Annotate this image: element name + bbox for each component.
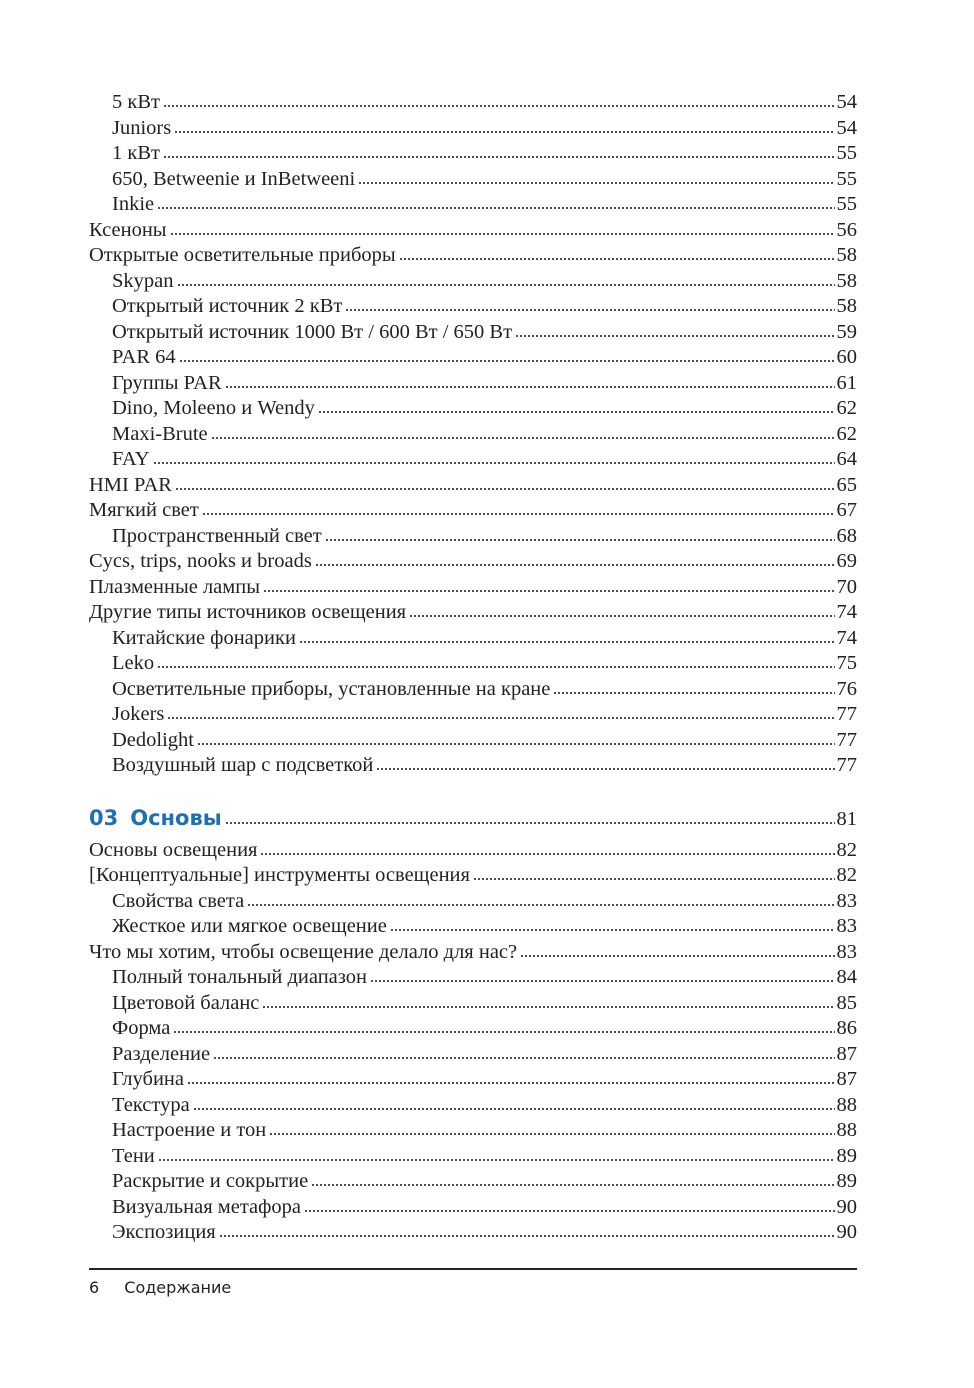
toc-entry-title: Dedolight: [112, 728, 194, 751]
dot-leader: [179, 359, 835, 363]
dot-leader: [157, 206, 834, 210]
toc-entry[interactable]: [89, 498, 857, 524]
chapter-title: Основы: [130, 805, 222, 830]
toc-entry[interactable]: [89, 728, 857, 754]
dot-leader: [219, 1234, 835, 1238]
toc-entry-title: Открытый источник 2 кВт: [112, 295, 343, 317]
toc-entry-title: Разделение: [112, 1042, 211, 1065]
toc-entry[interactable]: [89, 1169, 857, 1195]
toc-entry-page: 75: [836, 652, 857, 674]
toc-entry-page: 67: [836, 499, 857, 521]
toc-entry-page: 70: [836, 575, 857, 598]
toc-entry-title: Пространственный свет: [112, 524, 322, 547]
dot-leader: [187, 1081, 835, 1085]
toc-entry-title: Визуальная метафора: [112, 1195, 302, 1218]
toc-entry[interactable]: [89, 116, 857, 142]
toc-entry-title: Jokers: [112, 703, 165, 725]
dot-leader: [193, 1107, 835, 1111]
toc-entry-page: 83: [836, 915, 857, 937]
toc-entry[interactable]: [89, 345, 857, 371]
dot-leader: [263, 589, 835, 593]
dot-leader: [213, 1056, 834, 1060]
dot-leader: [247, 903, 834, 907]
toc-entry-page: 86: [836, 1017, 857, 1039]
toc-entry[interactable]: [89, 838, 857, 864]
footer-rule: [89, 1268, 857, 1270]
toc-entry[interactable]: [89, 141, 857, 167]
toc-entry[interactable]: [89, 1016, 857, 1042]
toc-entry[interactable]: [89, 575, 857, 601]
toc-entry[interactable]: [89, 1118, 857, 1144]
toc-entry-title: Maxi-Brute: [112, 422, 208, 445]
toc-entry-title: Другие типы источников освещения: [89, 601, 407, 623]
toc-entry-title: 650, Betweenie и InBetweeni: [112, 167, 356, 190]
toc-entry-page: 88: [836, 1093, 857, 1116]
toc-entry-title: Что мы хотим, чтобы освещение делало для нас?: [89, 940, 518, 963]
dot-leader: [399, 257, 835, 261]
toc-entry-page: 82: [836, 864, 857, 886]
dot-leader: [153, 461, 835, 465]
running-title: Содержание: [124, 1278, 232, 1297]
toc-entry[interactable]: [89, 1093, 857, 1119]
toc-entry-page: 77: [836, 703, 857, 725]
chapter-number: 03: [89, 805, 119, 830]
toc-entry-title: Цветовой баланс: [112, 991, 260, 1014]
toc-entry-page: 89: [836, 1144, 857, 1167]
toc-entry-page: 60: [836, 346, 857, 368]
toc-entry-page: 58: [836, 269, 857, 292]
toc-entry[interactable]: [89, 192, 857, 218]
page-footer: [89, 1278, 231, 1297]
toc-entry-title: PAR 64: [112, 346, 176, 368]
dot-leader: [358, 181, 834, 185]
toc-entry[interactable]: [89, 1067, 857, 1093]
toc-entry[interactable]: [89, 677, 857, 703]
dot-leader: [260, 852, 834, 856]
toc-entry-page: 55: [836, 193, 857, 215]
dot-leader: [173, 1030, 834, 1034]
toc-entry-title: Китайские фонарики: [112, 626, 296, 649]
dot-leader: [163, 155, 835, 159]
toc-entry[interactable]: [89, 626, 857, 652]
dot-leader: [553, 691, 834, 695]
toc-entry-title: Плазменные лампы: [89, 575, 260, 598]
dot-leader: [390, 928, 835, 932]
dot-leader: [370, 979, 835, 983]
toc-entry-title: Форма: [112, 1017, 171, 1039]
toc-entry[interactable]: [89, 371, 857, 397]
toc-entry[interactable]: [89, 294, 857, 320]
toc-entry-title: Cycs, trips, nooks и broads: [89, 550, 312, 572]
toc-entry-title: Открытый источник 1000 Вт / 600 Вт / 650 Вт: [112, 320, 513, 343]
dot-leader: [311, 1183, 834, 1187]
toc-entry-page: 55: [836, 167, 857, 190]
toc-entry-page: 58: [836, 295, 857, 317]
toc-entry-title: Полный тональный диапазон: [112, 966, 367, 988]
toc-entry-title: Раскрытие и сокрытие: [112, 1170, 309, 1192]
toc-entry-title: Экспозиция: [112, 1221, 216, 1243]
toc-entry-page: 76: [836, 677, 857, 700]
toc-entry-page: 55: [836, 142, 857, 164]
toc-entry-title: Жесткое или мягкое освещение: [112, 915, 387, 937]
dot-leader: [167, 716, 834, 720]
toc-entry-title: Inkie: [112, 193, 155, 215]
dot-leader: [304, 1209, 834, 1213]
toc-entry-title: Текстура: [112, 1093, 190, 1116]
toc-entry-title: Juniors: [112, 116, 172, 139]
toc-entry[interactable]: [89, 167, 857, 193]
dot-leader: [409, 614, 834, 618]
toc-entry[interactable]: [89, 1220, 857, 1246]
toc-entry-page: 64: [836, 448, 857, 470]
toc-entry-page: 77: [836, 754, 857, 776]
toc-entry-page: 59: [836, 320, 857, 343]
toc-entry-page: 77: [836, 728, 857, 751]
toc-section-1: [89, 90, 857, 779]
toc-entry-page: 61: [836, 371, 857, 394]
toc-entry[interactable]: [89, 1042, 857, 1068]
toc-entry[interactable]: [89, 914, 857, 940]
toc-section-2: [89, 838, 857, 1246]
toc-entry[interactable]: [89, 1144, 857, 1170]
toc-entry-title: Основы освещения: [89, 838, 258, 861]
toc-entry[interactable]: [89, 651, 857, 677]
toc-entry-page: 89: [836, 1170, 857, 1192]
toc-entry-page: 54: [836, 91, 857, 113]
dot-leader: [376, 767, 834, 771]
toc-entry[interactable]: [89, 889, 857, 915]
dot-leader: [269, 1132, 834, 1136]
toc-entry[interactable]: [89, 702, 857, 728]
toc-entry-title: 1 кВт: [112, 142, 160, 164]
toc-entry-page: 62: [836, 422, 857, 445]
toc-entry-title: Тени: [112, 1144, 155, 1167]
toc-entry-title: Мягкий свет: [89, 499, 199, 521]
toc-entry-page: 56: [836, 218, 857, 241]
toc-entry[interactable]: [89, 753, 857, 779]
toc-entry-page: 88: [836, 1119, 857, 1141]
toc-entry-page: 90: [836, 1195, 857, 1218]
chapter-page: 81: [836, 807, 857, 830]
dot-leader: [211, 436, 835, 440]
toc-entry[interactable]: [89, 940, 857, 966]
dot-leader: [515, 334, 834, 338]
toc-entry[interactable]: [89, 965, 857, 991]
toc-entry-page: 68: [836, 524, 857, 547]
toc-entry-page: 82: [836, 838, 857, 861]
dot-leader: [197, 742, 835, 746]
dot-leader: [163, 104, 835, 108]
toc-entry-title: Глубина: [112, 1068, 184, 1090]
toc-entry-page: 65: [836, 473, 857, 496]
toc-entry-title: Ксеноны: [89, 218, 167, 241]
toc-entry[interactable]: [89, 600, 857, 626]
toc-entry-page: 62: [836, 397, 857, 419]
toc-entry[interactable]: [89, 863, 857, 889]
dot-leader: [158, 1158, 835, 1162]
dot-leader: [202, 512, 835, 516]
toc-entry-title: Dino, Moleeno и Wendy: [112, 397, 315, 419]
toc-entry[interactable]: [89, 218, 857, 244]
toc-entry[interactable]: [89, 524, 857, 550]
dot-leader: [174, 130, 834, 134]
toc-entry-title: 5 кВт: [112, 91, 160, 113]
toc-entry-page: 87: [836, 1068, 857, 1090]
dot-leader: [175, 487, 835, 491]
toc-entry[interactable]: [89, 991, 857, 1017]
chapter-heading[interactable]: [89, 806, 857, 838]
toc-entry[interactable]: [89, 320, 857, 346]
toc-entry[interactable]: [89, 243, 857, 269]
toc-entry-title: HMI PAR: [89, 473, 172, 496]
toc-entry[interactable]: [89, 473, 857, 499]
toc-entry-page: 74: [836, 601, 857, 623]
toc-entry-title: Leko: [112, 652, 155, 674]
toc-entry-title: Свойства света: [112, 889, 245, 912]
toc-entry-page: 90: [836, 1221, 857, 1243]
dot-leader: [520, 954, 834, 958]
toc-entry-title: Skypan: [112, 269, 174, 292]
toc-entry-title: Настроение и тон: [112, 1119, 267, 1141]
toc-entry[interactable]: [89, 549, 857, 575]
toc-entry-title: Осветительные приборы, установленные на кране: [112, 677, 551, 700]
table-of-contents: [89, 90, 857, 1246]
toc-entry-page: 87: [836, 1042, 857, 1065]
dot-leader: [157, 665, 834, 669]
dot-leader: [177, 283, 835, 287]
dot-leader: [225, 385, 835, 389]
toc-entry[interactable]: [89, 269, 857, 295]
dot-leader: [315, 563, 835, 567]
toc-entry[interactable]: [89, 447, 857, 473]
toc-entry-page: 74: [836, 626, 857, 649]
dot-leader: [262, 1005, 834, 1009]
dot-leader: [345, 308, 834, 312]
toc-entry-page: 83: [836, 940, 857, 963]
dot-leader: [473, 877, 835, 881]
toc-entry-title: Группы PAR: [112, 371, 222, 394]
toc-entry-page: 85: [836, 991, 857, 1014]
toc-entry[interactable]: [89, 422, 857, 448]
dot-leader: [225, 821, 835, 825]
dot-leader: [318, 410, 835, 414]
toc-entry-page: 58: [836, 244, 857, 266]
dot-leader: [170, 232, 835, 236]
toc-entry[interactable]: [89, 396, 857, 422]
toc-entry[interactable]: [89, 1195, 857, 1221]
toc-entry-page: 69: [836, 550, 857, 572]
toc-entry-title: FAY: [112, 448, 150, 470]
toc-entry-title: [Концептуальные] инструменты освещения: [89, 864, 470, 886]
toc-entry-title: Воздушный шар с подсветкой: [112, 754, 374, 776]
dot-leader: [325, 538, 835, 542]
dot-leader: [299, 640, 835, 644]
toc-entry-page: 54: [836, 116, 857, 139]
toc-entry-title: Открытые осветительные приборы: [89, 244, 396, 266]
toc-entry-page: 84: [836, 966, 857, 988]
toc-entry-page: 83: [836, 889, 857, 912]
toc-entry[interactable]: [89, 90, 857, 116]
page-number: 6: [89, 1278, 100, 1297]
